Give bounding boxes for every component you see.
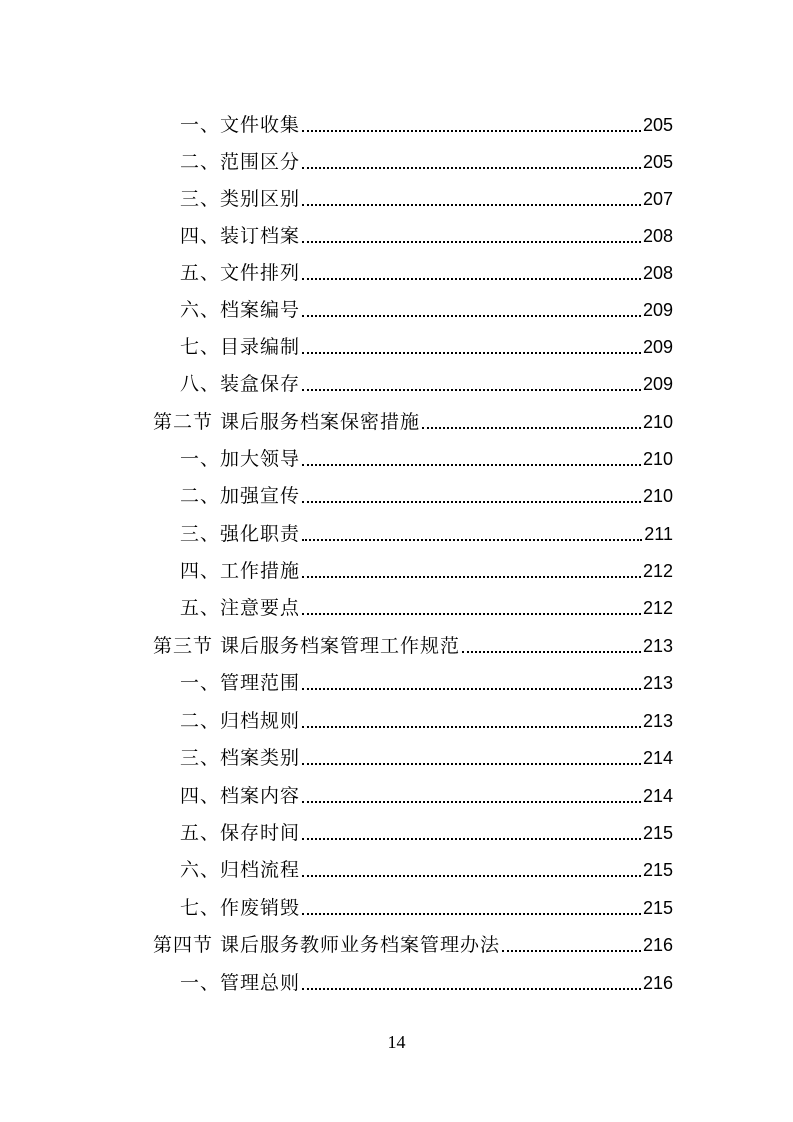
toc-entry[interactable] [180,883,673,920]
toc-entry-page: 214 [642,786,673,806]
toc-entry-page: 207 [642,189,673,209]
toc-entry-label: 七、目录编制 [180,336,301,358]
toc-entry[interactable] [180,211,673,248]
toc-entry-label: 二、归档规则 [180,710,301,732]
toc-entry-label: 三、强化职责 [180,523,301,545]
toc-entry[interactable] [180,434,673,471]
toc-entry-page: 216 [642,973,673,993]
toc-entry-label: 五、注意要点 [180,597,301,619]
toc-leader-dots [302,389,641,391]
toc-leader-dots [302,278,641,280]
toc-entry-page: 211 [644,524,673,544]
toc-entry[interactable] [180,509,673,546]
toc-entry-page: 215 [642,823,673,843]
toc-entry-page: 208 [642,263,673,283]
toc-entry-label: 二、加强宣传 [180,485,301,507]
toc-entry-label: 五、文件排列 [180,262,301,284]
toc-leader-dots [302,315,641,317]
toc-entry-page: 212 [642,598,673,618]
toc-entry-label: 一、加大领导 [180,448,301,470]
toc-leader-dots [302,988,641,990]
toc-entry-page: 213 [642,711,673,731]
toc-entry-label: 五、保存时间 [180,822,301,844]
toc-entry-page: 213 [642,673,673,693]
toc-entry-page: 215 [642,860,673,880]
toc-leader-dots [302,726,641,728]
toc-leader-dots [302,130,641,132]
toc-entry[interactable] [180,322,673,359]
toc-entry-label: 一、管理总则 [180,972,301,994]
toc-entry[interactable] [180,174,673,211]
toc-entry-label: 二、范围区分 [180,151,301,173]
toc-entry-page: 210 [642,486,673,506]
page-number: 14 [387,1032,406,1052]
toc-chapter-entry[interactable] [153,621,673,658]
toc-entry-page: 214 [642,748,673,768]
toc-entry[interactable] [180,285,673,322]
toc-entry-page: 209 [642,300,673,320]
toc-leader-dots [302,204,641,206]
toc-entry-label: 一、管理范围 [180,672,301,694]
toc-leader-dots [302,539,642,541]
toc-leader-dots [302,352,641,354]
toc-entry[interactable] [180,471,673,508]
toc-entry[interactable] [180,845,673,882]
toc-entry[interactable] [180,248,673,285]
toc-entry-label: 第四节 课后服务教师业务档案管理办法 [153,934,501,956]
toc-leader-dots [302,913,641,915]
toc-entry[interactable] [180,958,673,995]
toc-leader-dots [302,464,641,466]
toc-entry-page: 215 [642,898,673,918]
toc-entry-page: 209 [642,337,673,357]
toc-leader-dots [302,763,641,765]
toc-chapter-entry[interactable] [153,920,673,957]
toc-entry-label: 七、作废销毁 [180,897,301,919]
toc-entry[interactable] [180,137,673,174]
toc-leader-dots [302,576,641,578]
toc-entry-label: 八、装盒保存 [180,373,301,395]
toc-entry-label: 四、档案内容 [180,785,301,807]
toc-entry-label: 六、档案编号 [180,299,301,321]
toc-entry-page: 208 [642,226,673,246]
toc-entry[interactable] [180,100,673,137]
toc-entry-page: 210 [642,449,673,469]
toc-chapter-entry[interactable] [153,397,673,434]
toc-entry-label: 四、工作措施 [180,560,301,582]
toc-leader-dots [302,167,641,169]
toc-entry-label: 六、归档流程 [180,859,301,881]
toc-leader-dots [302,501,641,503]
toc-leader-dots [422,427,641,429]
toc-entry-label: 三、类别区别 [180,188,301,210]
toc-leader-dots [302,801,641,803]
toc-leader-dots [462,651,641,653]
toc-entry-page: 205 [642,115,673,135]
toc-entry-label: 一、文件收集 [180,114,301,136]
toc-entry-page: 209 [642,374,673,394]
toc-entry-label: 四、装订档案 [180,225,301,247]
toc-entry-label: 第二节 课后服务档案保密措施 [153,411,421,433]
toc-entry[interactable] [180,359,673,396]
toc-entry[interactable] [180,658,673,695]
toc-leader-dots [302,241,641,243]
toc-entry-label: 第三节 课后服务档案管理工作规范 [153,635,461,657]
toc-entry[interactable] [180,583,673,620]
toc-leader-dots [302,875,641,877]
toc-entry-label: 三、档案类别 [180,747,301,769]
toc-entry-page: 213 [642,636,673,656]
toc-entry[interactable] [180,808,673,845]
toc-leader-dots [302,613,641,615]
toc-leader-dots [302,688,641,690]
toc-entry[interactable] [180,546,673,583]
toc-entry[interactable] [180,771,673,808]
toc-entry-page: 205 [642,152,673,172]
toc-entry[interactable] [180,696,673,733]
toc-leader-dots [302,838,641,840]
toc-entry-page: 210 [642,412,673,432]
toc-entry-page: 212 [642,561,673,581]
toc-entry[interactable] [180,733,673,770]
toc-entry-page: 216 [642,935,673,955]
toc-leader-dots [502,950,641,952]
